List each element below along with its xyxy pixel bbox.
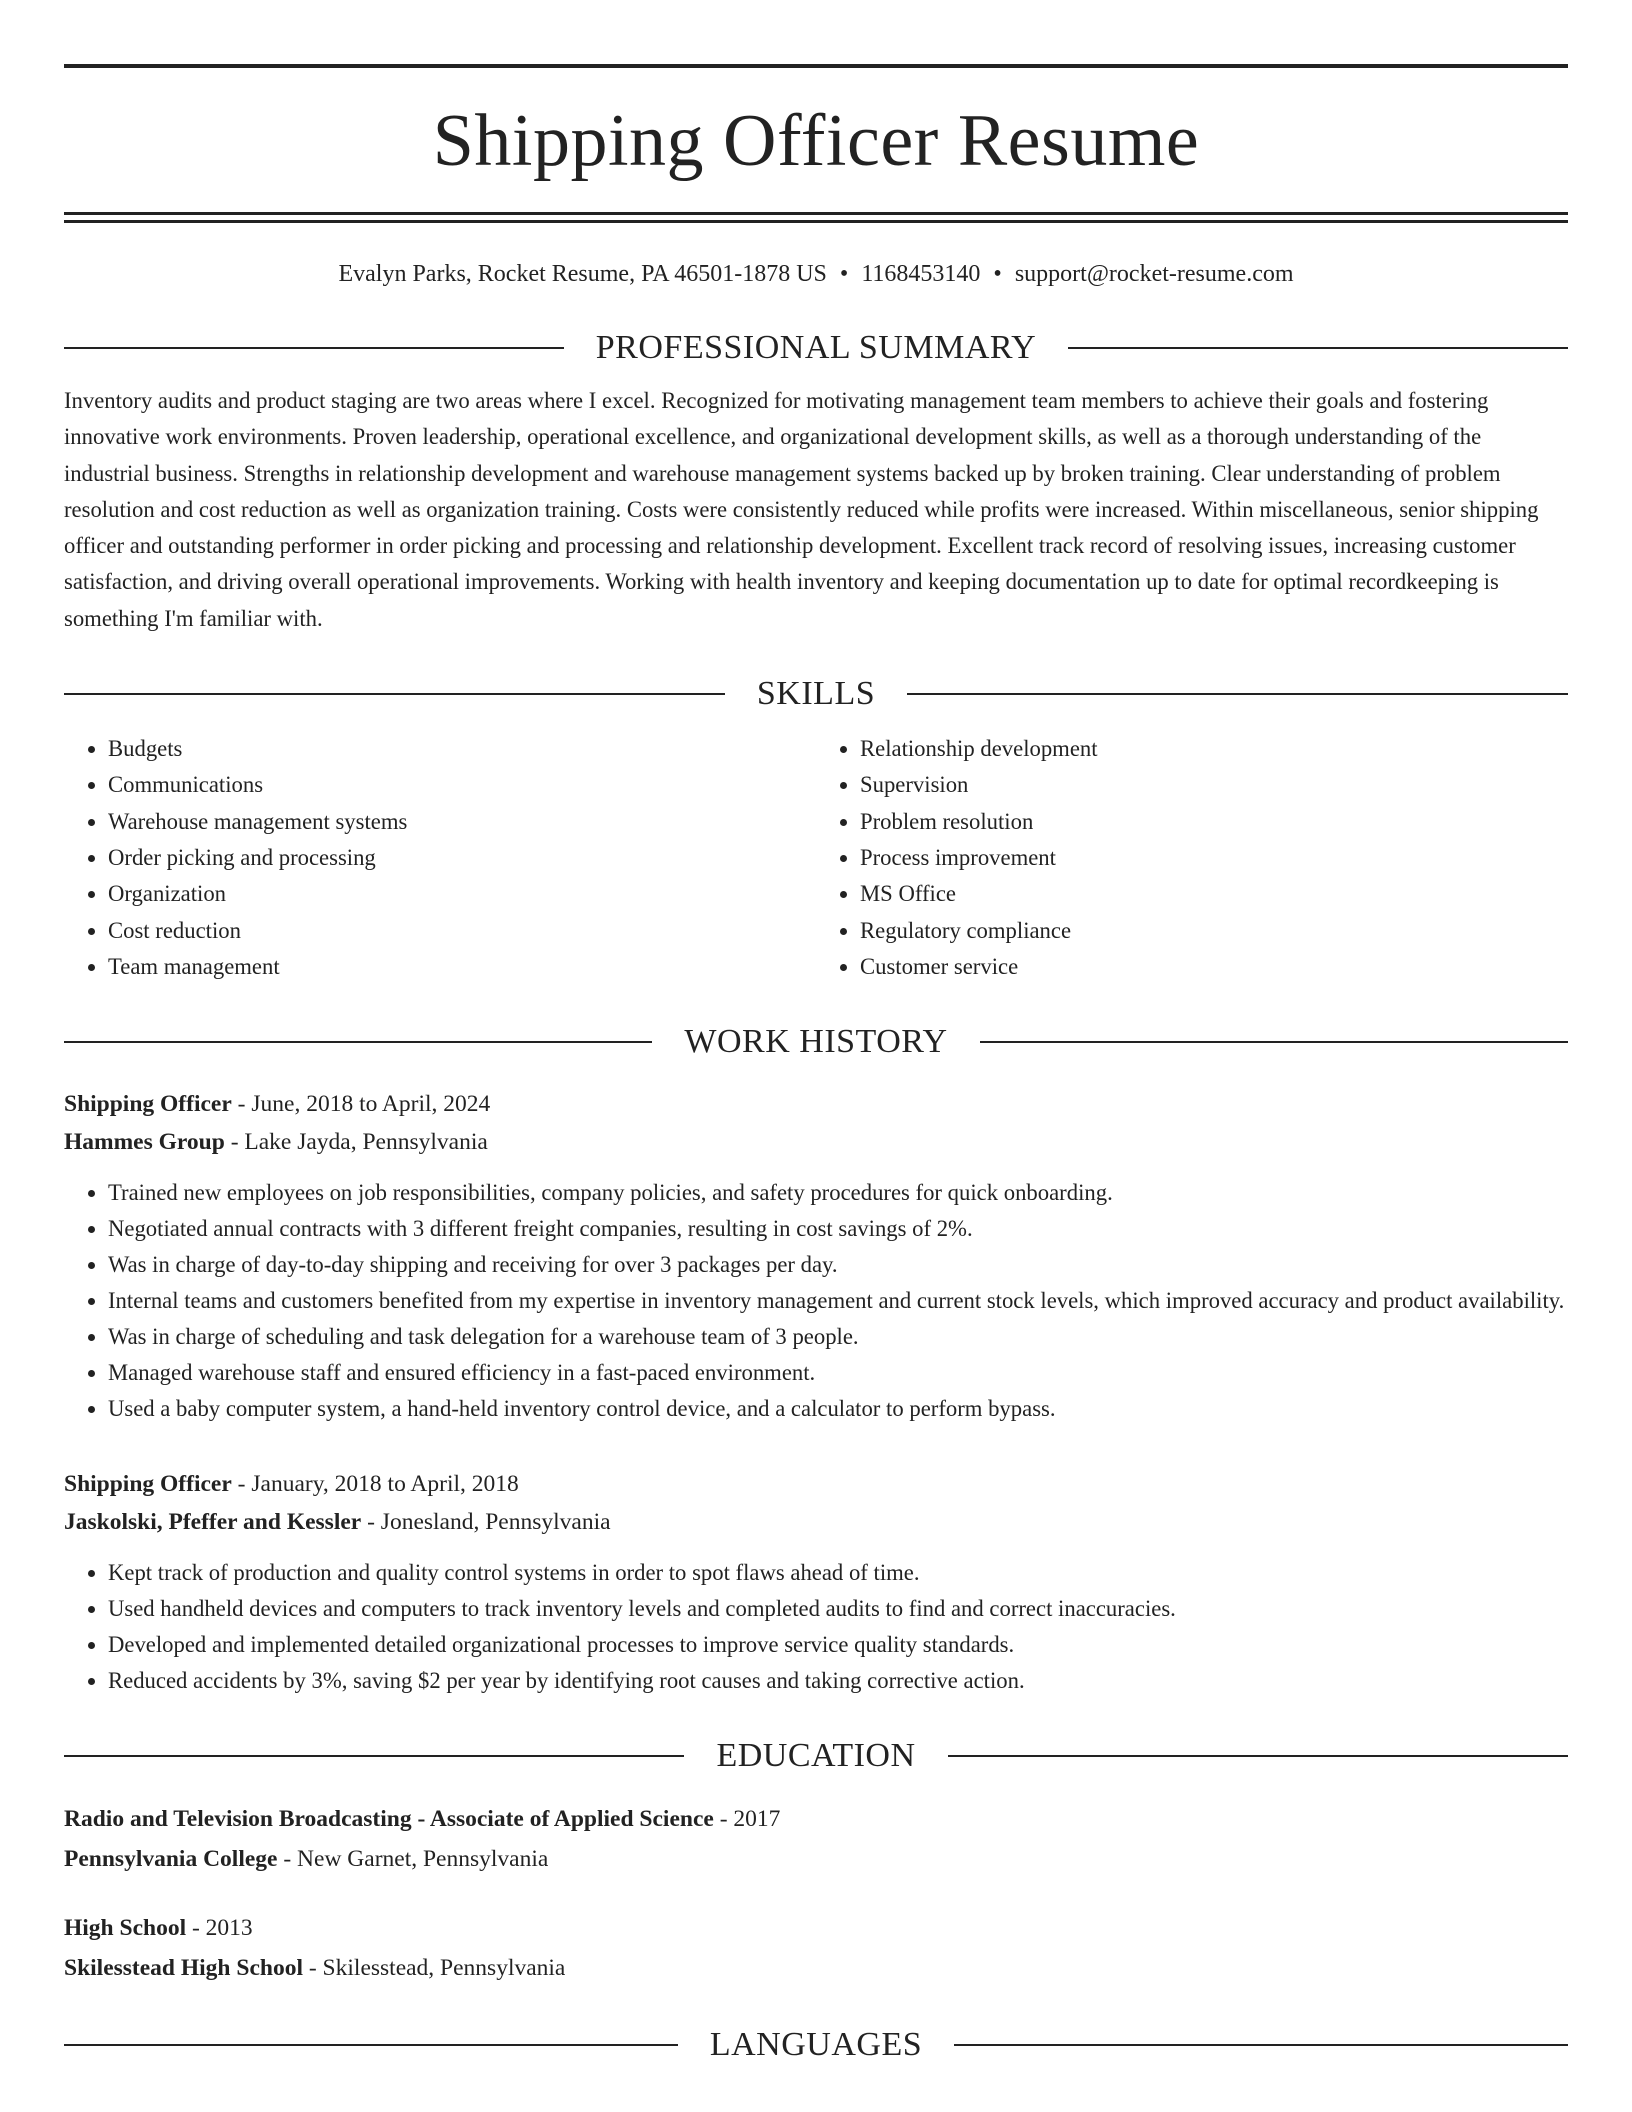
job-bullet: • Reduced accidents by 3%, saving $2 per year by identifying root causes and taking corrective action. (108, 1663, 1568, 1699)
contact-phone: 1168453140 (861, 261, 981, 287)
education-degree-line (64, 1908, 1568, 1948)
contact-email: support@rocket-resume.com (1014, 261, 1294, 287)
skill-item: • Communications (108, 767, 816, 803)
job-title: Shipping Officer (64, 1091, 232, 1118)
skill-item: • MS Office (860, 876, 1568, 912)
summary-text: Inventory audits and product staging are two areas where I excel. Recognized for motivating management team members to achieve their goals and fostering innovative work environments. Proven leadership, operational excellence, and organizational development skills, as well as a thorough understanding of the industrial business. Strengths in relationship development and warehouse management systems backed up by broken training. Clear understanding of problem resolution and cost reduction as well as organization training. Costs were consistently reduced while profits were increased. Within miscellaneous, senior shipping officer and outstanding performer in order picking and processing and relationship development. Excellent track record of resolving issues, increasing customer satisfaction, and driving overall operational improvements. Working with health inventory and keeping documentation up to date for optimal recordkeeping is something I'm familiar with. (64, 388, 1539, 631)
heading-rule (64, 1755, 684, 1757)
skill-item: • Organization (108, 876, 816, 912)
job-bullet: • Was in charge of day-to-day shipping and receiving for over 3 packages per day. (108, 1247, 1568, 1283)
section-title: LANGUAGES (709, 2026, 923, 2064)
section-title: SKILLS (756, 675, 876, 713)
skills-column-right (816, 731, 1568, 985)
job-title-line (64, 1465, 1568, 1503)
job-company-line (64, 1503, 1568, 1541)
heading-rule (1068, 347, 1568, 349)
education-school-line (64, 1839, 1568, 1879)
resume-title: Shipping Officer Resume (432, 100, 1200, 182)
skill-item: • Relationship development (860, 731, 1568, 767)
section-heading-languages (64, 2022, 1568, 2068)
section-title: WORK HISTORY (684, 1023, 948, 1061)
education-school: Pennsylvania College (64, 1846, 278, 1873)
title-double-rule (64, 212, 1568, 223)
resume-page (64, 64, 1568, 2068)
heading-rule (907, 693, 1568, 695)
skill-item: • Team management (108, 949, 816, 985)
education-location: - New Garnet, Pennsylvania (277, 1846, 549, 1873)
section-heading-work-history (64, 1019, 1568, 1065)
contact-separator: • (839, 261, 849, 287)
section-title: EDUCATION (716, 1737, 916, 1775)
education-entry (64, 1799, 1568, 1879)
skill-item: • Budgets (108, 731, 816, 767)
job-bullets (64, 1175, 1568, 1427)
section-heading-education (64, 1733, 1568, 1779)
education-school-line (64, 1948, 1568, 1988)
skill-item: • Process improvement (860, 840, 1568, 876)
section-heading-summary (64, 325, 1568, 371)
contact-line (64, 257, 1568, 291)
job-bullet: • Was in charge of scheduling and task delegation for a warehouse team of 3 people. (108, 1319, 1568, 1355)
education-degree: High School (64, 1915, 187, 1942)
contact-separator: • (993, 261, 1002, 287)
job-bullet: • Trained new employees on job responsibilities, company policies, and safety procedures for quick onboarding. (108, 1175, 1568, 1211)
job-location: - Jonesland, Pennsylvania (361, 1509, 611, 1536)
job-bullet: • Managed warehouse staff and ensured efficiency in a fast-paced environment. (108, 1355, 1568, 1391)
job-entry (64, 1085, 1568, 1427)
skills-column-left (64, 731, 816, 985)
education-degree-line (64, 1799, 1568, 1839)
section-heading-skills (64, 671, 1568, 717)
education-school: Skilesstead High School (64, 1955, 303, 1982)
heading-rule (64, 1041, 652, 1043)
job-bullet: • Developed and implemented detailed organizational processes to improve service quality standards. (108, 1627, 1568, 1663)
skill-item: • Cost reduction (108, 913, 816, 949)
job-title: Shipping Officer (64, 1471, 232, 1498)
job-company: Jaskolski, Pfeffer and Kessler (64, 1509, 362, 1536)
job-bullets (64, 1555, 1568, 1699)
education-degree: Radio and Television Broadcasting - Associate of Applied Science (64, 1806, 714, 1833)
heading-rule (954, 2044, 1568, 2046)
skill-item: • Customer service (860, 949, 1568, 985)
heading-rule (64, 347, 564, 349)
skill-item: • Regulatory compliance (860, 913, 1568, 949)
heading-rule (980, 1041, 1568, 1043)
skill-item: • Problem resolution (860, 804, 1568, 840)
education-year: - 2017 (713, 1806, 781, 1833)
job-title-line (64, 1085, 1568, 1123)
education-entry (64, 1908, 1568, 1988)
education-location: - Skilesstead, Pennsylvania (302, 1955, 566, 1982)
skills-list (64, 731, 1568, 985)
job-dates: - January, 2018 to April, 2018 (231, 1471, 519, 1498)
heading-rule (948, 1755, 1568, 1757)
job-company-line (64, 1123, 1568, 1161)
job-bullet: • Internal teams and customers benefited from my expertise in inventory management and current stock levels, which improved accuracy and product availability. (108, 1283, 1568, 1319)
job-entry (64, 1465, 1568, 1699)
skill-item: • Order picking and processing (108, 840, 816, 876)
job-company: Hammes Group (64, 1129, 225, 1156)
job-bullet: • Used handheld devices and computers to track inventory levels and completed audits to find and correct inaccuracies. (108, 1591, 1568, 1627)
job-bullet: • Kept track of production and quality control systems in order to spot flaws ahead of time. (108, 1555, 1568, 1591)
job-bullet: • Negotiated annual contracts with 3 different freight companies, resulting in cost savings of 2%. (108, 1211, 1568, 1247)
job-location: - Lake Jayda, Pennsylvania (224, 1129, 488, 1156)
contact-address: Evalyn Parks, Rocket Resume, PA 46501-1878 US (338, 261, 827, 287)
section-title: PROFESSIONAL SUMMARY (595, 329, 1037, 366)
education-year: - 2013 (186, 1915, 253, 1942)
skill-item: • Warehouse management systems (108, 804, 816, 840)
skill-item: • Supervision (860, 767, 1568, 803)
heading-rule (64, 693, 725, 695)
top-rule (64, 64, 1568, 68)
job-bullet: • Used a baby computer system, a hand-held inventory control device, and a calculator to perform bypass. (108, 1391, 1568, 1427)
job-dates: - June, 2018 to April, 2024 (231, 1091, 491, 1118)
heading-rule (64, 2044, 678, 2046)
